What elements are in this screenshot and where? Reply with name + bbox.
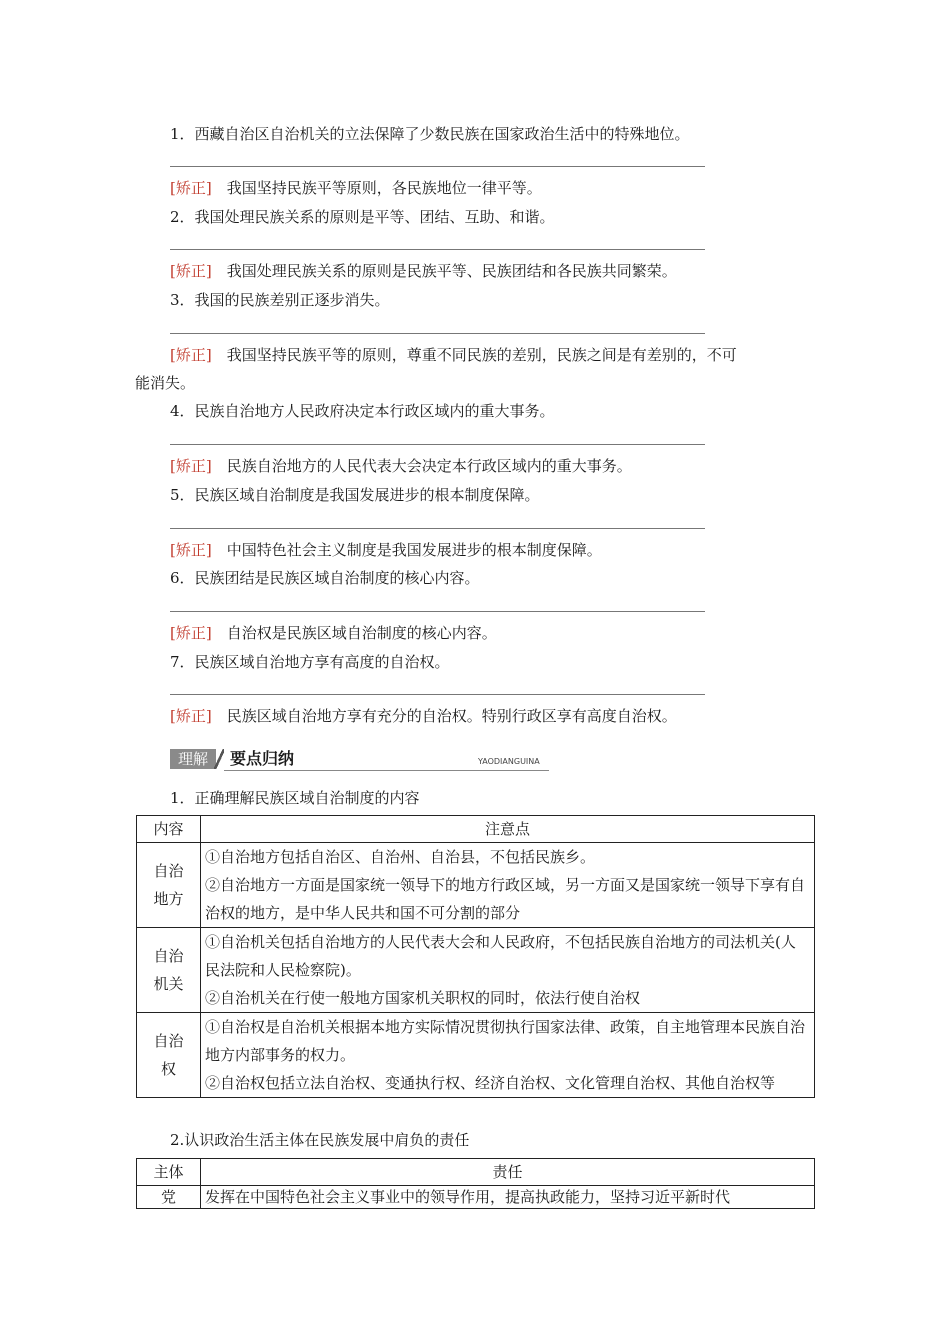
correction-text: 我国处理民族关系的原则是民族平等、民族团结和各民族共同繁荣。	[226, 262, 677, 280]
table-row	[137, 1013, 815, 1098]
answer-blank-4	[170, 444, 705, 445]
header-cell: 注意点	[201, 816, 815, 843]
row-value: ①自治权是自治机关根据本地方实际情况贯彻执行国家法律、政策，自主地管理本民族自治地方内部事务的权力。 ②自治权包括立法自治权、变通执行权、经济自治权、文化管理自治权、其他自治权等	[201, 1013, 815, 1098]
correction-tag: [矫正]	[170, 707, 212, 725]
table-header-row	[137, 1159, 815, 1186]
header-cell: 责任	[201, 1159, 815, 1186]
correction-text: 我国坚持民族平等原则，各民族地位一律平等。	[226, 179, 542, 197]
answer-blank-1	[170, 166, 705, 167]
question-7: 7．民族区域自治地方享有高度的自治权。	[170, 653, 450, 671]
table1-caption: 1．正确理解民族区域自治制度的内容	[170, 789, 420, 807]
correction-4	[135, 452, 820, 480]
correction-6	[135, 619, 820, 647]
correction-7	[135, 702, 820, 730]
correction-tag: [矫正]	[170, 624, 212, 642]
row-key: 自治权	[137, 1013, 201, 1098]
section-header	[170, 749, 550, 771]
correction-2	[135, 257, 820, 285]
header-cell: 内容	[137, 816, 201, 843]
question-6: 6．民族团结是民族区域自治制度的核心内容。	[170, 569, 480, 587]
correction-text: 民族自治地方的人民代表大会决定本行政区域内的重大事务。	[226, 457, 632, 475]
question-3: 3．我国的民族差别正逐步消失。	[170, 291, 390, 309]
header-cell: 主体	[137, 1159, 201, 1186]
answer-blank-7	[170, 694, 705, 695]
section-underline	[224, 770, 549, 771]
table-header-row	[137, 816, 815, 843]
question-5: 5．民族区域自治制度是我国发展进步的根本制度保障。	[170, 486, 540, 504]
correction-tag: [矫正]	[170, 541, 212, 559]
correction-text: 我国坚持民族平等的原则，尊重不同民族的差别，民族之间是有差别的，不可	[226, 346, 737, 364]
section-title: 要点归纳	[230, 749, 295, 768]
answer-blank-2	[170, 249, 705, 250]
correction-tag: [矫正]	[170, 457, 212, 475]
table-row	[137, 1186, 815, 1209]
question-2: 2．我国处理民族关系的原则是平等、团结、互助、和谐。	[170, 208, 555, 226]
row-key: 自治机关	[137, 928, 201, 1013]
correction-text: 中国特色社会主义制度是我国发展进步的根本制度保障。	[226, 541, 602, 559]
row-value: 发挥在中国特色社会主义事业中的领导作用，提高执政能力，坚持习近平新时代	[201, 1186, 815, 1209]
question-4: 4．民族自治地方人民政府决定本行政区域内的重大事务。	[170, 402, 555, 420]
correction-1	[135, 174, 820, 202]
section-box-label: 理解	[170, 749, 216, 769]
answer-blank-6	[170, 611, 705, 612]
correction-tag: [矫正]	[170, 179, 212, 197]
correction-text-cont: 能消失。	[135, 374, 196, 392]
correction-text: 民族区域自治地方享有充分的自治权。特别行政区享有高度自治权。	[226, 707, 677, 725]
question-1: 1．西藏自治区自治机关的立法保障了少数民族在国家政治生活中的特殊地位。	[170, 125, 690, 143]
correction-tag: [矫正]	[170, 262, 212, 280]
answer-blank-5	[170, 528, 705, 529]
correction-tag: [矫正]	[170, 346, 212, 364]
row-value: ①自治地方包括自治区、自治州、自治县，不包括民族乡。 ②自治地方一方面是国家统一领导下的地方行政区域，另一方面又是国家统一领导下享有自治权的地方，是中华人民共和国不可分割的部分	[201, 843, 815, 928]
table2-caption: 2.认识政治生活主体在民族发展中肩负的责任	[170, 1131, 470, 1149]
row-key: 自治地方	[137, 843, 201, 928]
responsibility-table	[136, 1158, 815, 1209]
row-key: 党	[137, 1186, 201, 1209]
autonomy-content-table	[136, 815, 815, 1098]
section-pinyin: YAODIANGUINA	[478, 757, 540, 766]
correction-3	[135, 341, 820, 397]
correction-text: 自治权是民族区域自治制度的核心内容。	[226, 624, 497, 642]
row-value: ①自治机关包括自治地方的人民代表大会和人民政府，不包括民族自治地方的司法机关(人民法院和人民检察院)。 ②自治机关在行使一般地方国家机关职权的同时，依法行使自治权	[201, 928, 815, 1013]
table-row	[137, 928, 815, 1013]
correction-5	[135, 536, 820, 564]
table-row	[137, 843, 815, 928]
answer-blank-3	[170, 333, 705, 334]
slash-decoration	[214, 749, 224, 769]
